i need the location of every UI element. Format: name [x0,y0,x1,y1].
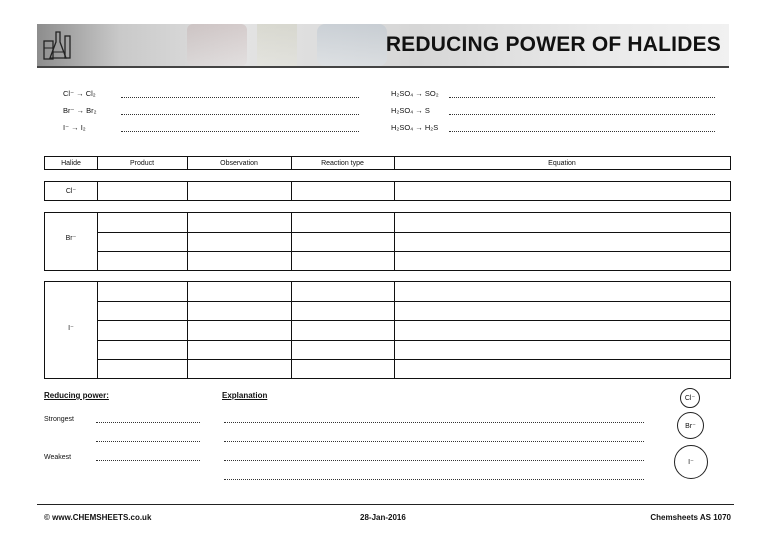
footer-sheet-id: Chemsheets AS 1070 [650,513,731,522]
ion-circle: Br⁻ [677,412,704,439]
answer-dotted-line[interactable] [121,125,359,132]
conversion-label: H₂SO₄ → H₂S [391,123,439,132]
table-group-chloride [44,181,731,201]
footer-date: 28-Jan-2016 [360,513,406,522]
answer-dotted-line[interactable] [449,108,715,115]
conversion-label: H₂SO₄ → S [391,106,430,115]
weakest-label: Weakest [44,454,72,461]
column-header: Observation [220,159,258,167]
answer-dotted-line[interactable] [96,422,200,423]
ion-circle: I⁻ [674,445,708,479]
conversion-label: Br⁻ → Br₂ [63,106,97,115]
halide-label: Br⁻ [65,235,77,242]
answer-dotted-line[interactable] [96,441,200,442]
answer-dotted-line[interactable] [224,460,644,461]
table-group-iodide [44,281,731,379]
header-banner [37,24,729,68]
answer-dotted-line[interactable] [121,91,359,98]
halide-label: I⁻ [68,325,74,332]
footer-divider [37,504,734,505]
conversion-row [391,106,715,115]
footer-copyright: © www.CHEMSHEETS.co.uk [44,513,152,522]
conversion-label: I⁻ → I₂ [63,123,86,132]
column-header: Product [129,159,155,167]
conversion-row [63,123,359,132]
ion-circle: Cl⁻ [680,388,700,408]
answer-dotted-line[interactable] [449,91,715,98]
conversion-row [391,123,715,132]
answer-dotted-line[interactable] [224,479,644,480]
page-title: REDUCING POWER OF HALIDES [385,33,721,56]
column-header: Reaction type [321,159,364,167]
answer-dotted-line[interactable] [224,422,644,423]
explanation-heading: Explanation [222,391,268,400]
halide-label: Cl⁻ [65,188,77,195]
table-header [44,156,731,170]
banner-decoration [317,24,387,66]
conversion-label: H₂SO₄ → SO₂ [391,89,439,98]
strongest-label: Strongest [44,416,74,423]
conversion-row [63,89,359,98]
answer-dotted-line[interactable] [224,441,644,442]
answer-dotted-line[interactable] [121,108,359,115]
column-header: Equation [548,159,576,167]
banner-decoration [187,24,247,66]
chemistry-glassware-icon [41,28,75,62]
banner-decoration [257,24,297,66]
table-group-bromide [44,212,731,271]
column-header: Halide [61,159,81,167]
conversion-label: Cl⁻ → Cl₂ [63,89,96,98]
reducing-power-heading: Reducing power: [44,391,109,400]
conversion-row [63,106,359,115]
answer-dotted-line[interactable] [449,125,715,132]
answer-dotted-line[interactable] [96,460,200,461]
conversion-row [391,89,715,98]
